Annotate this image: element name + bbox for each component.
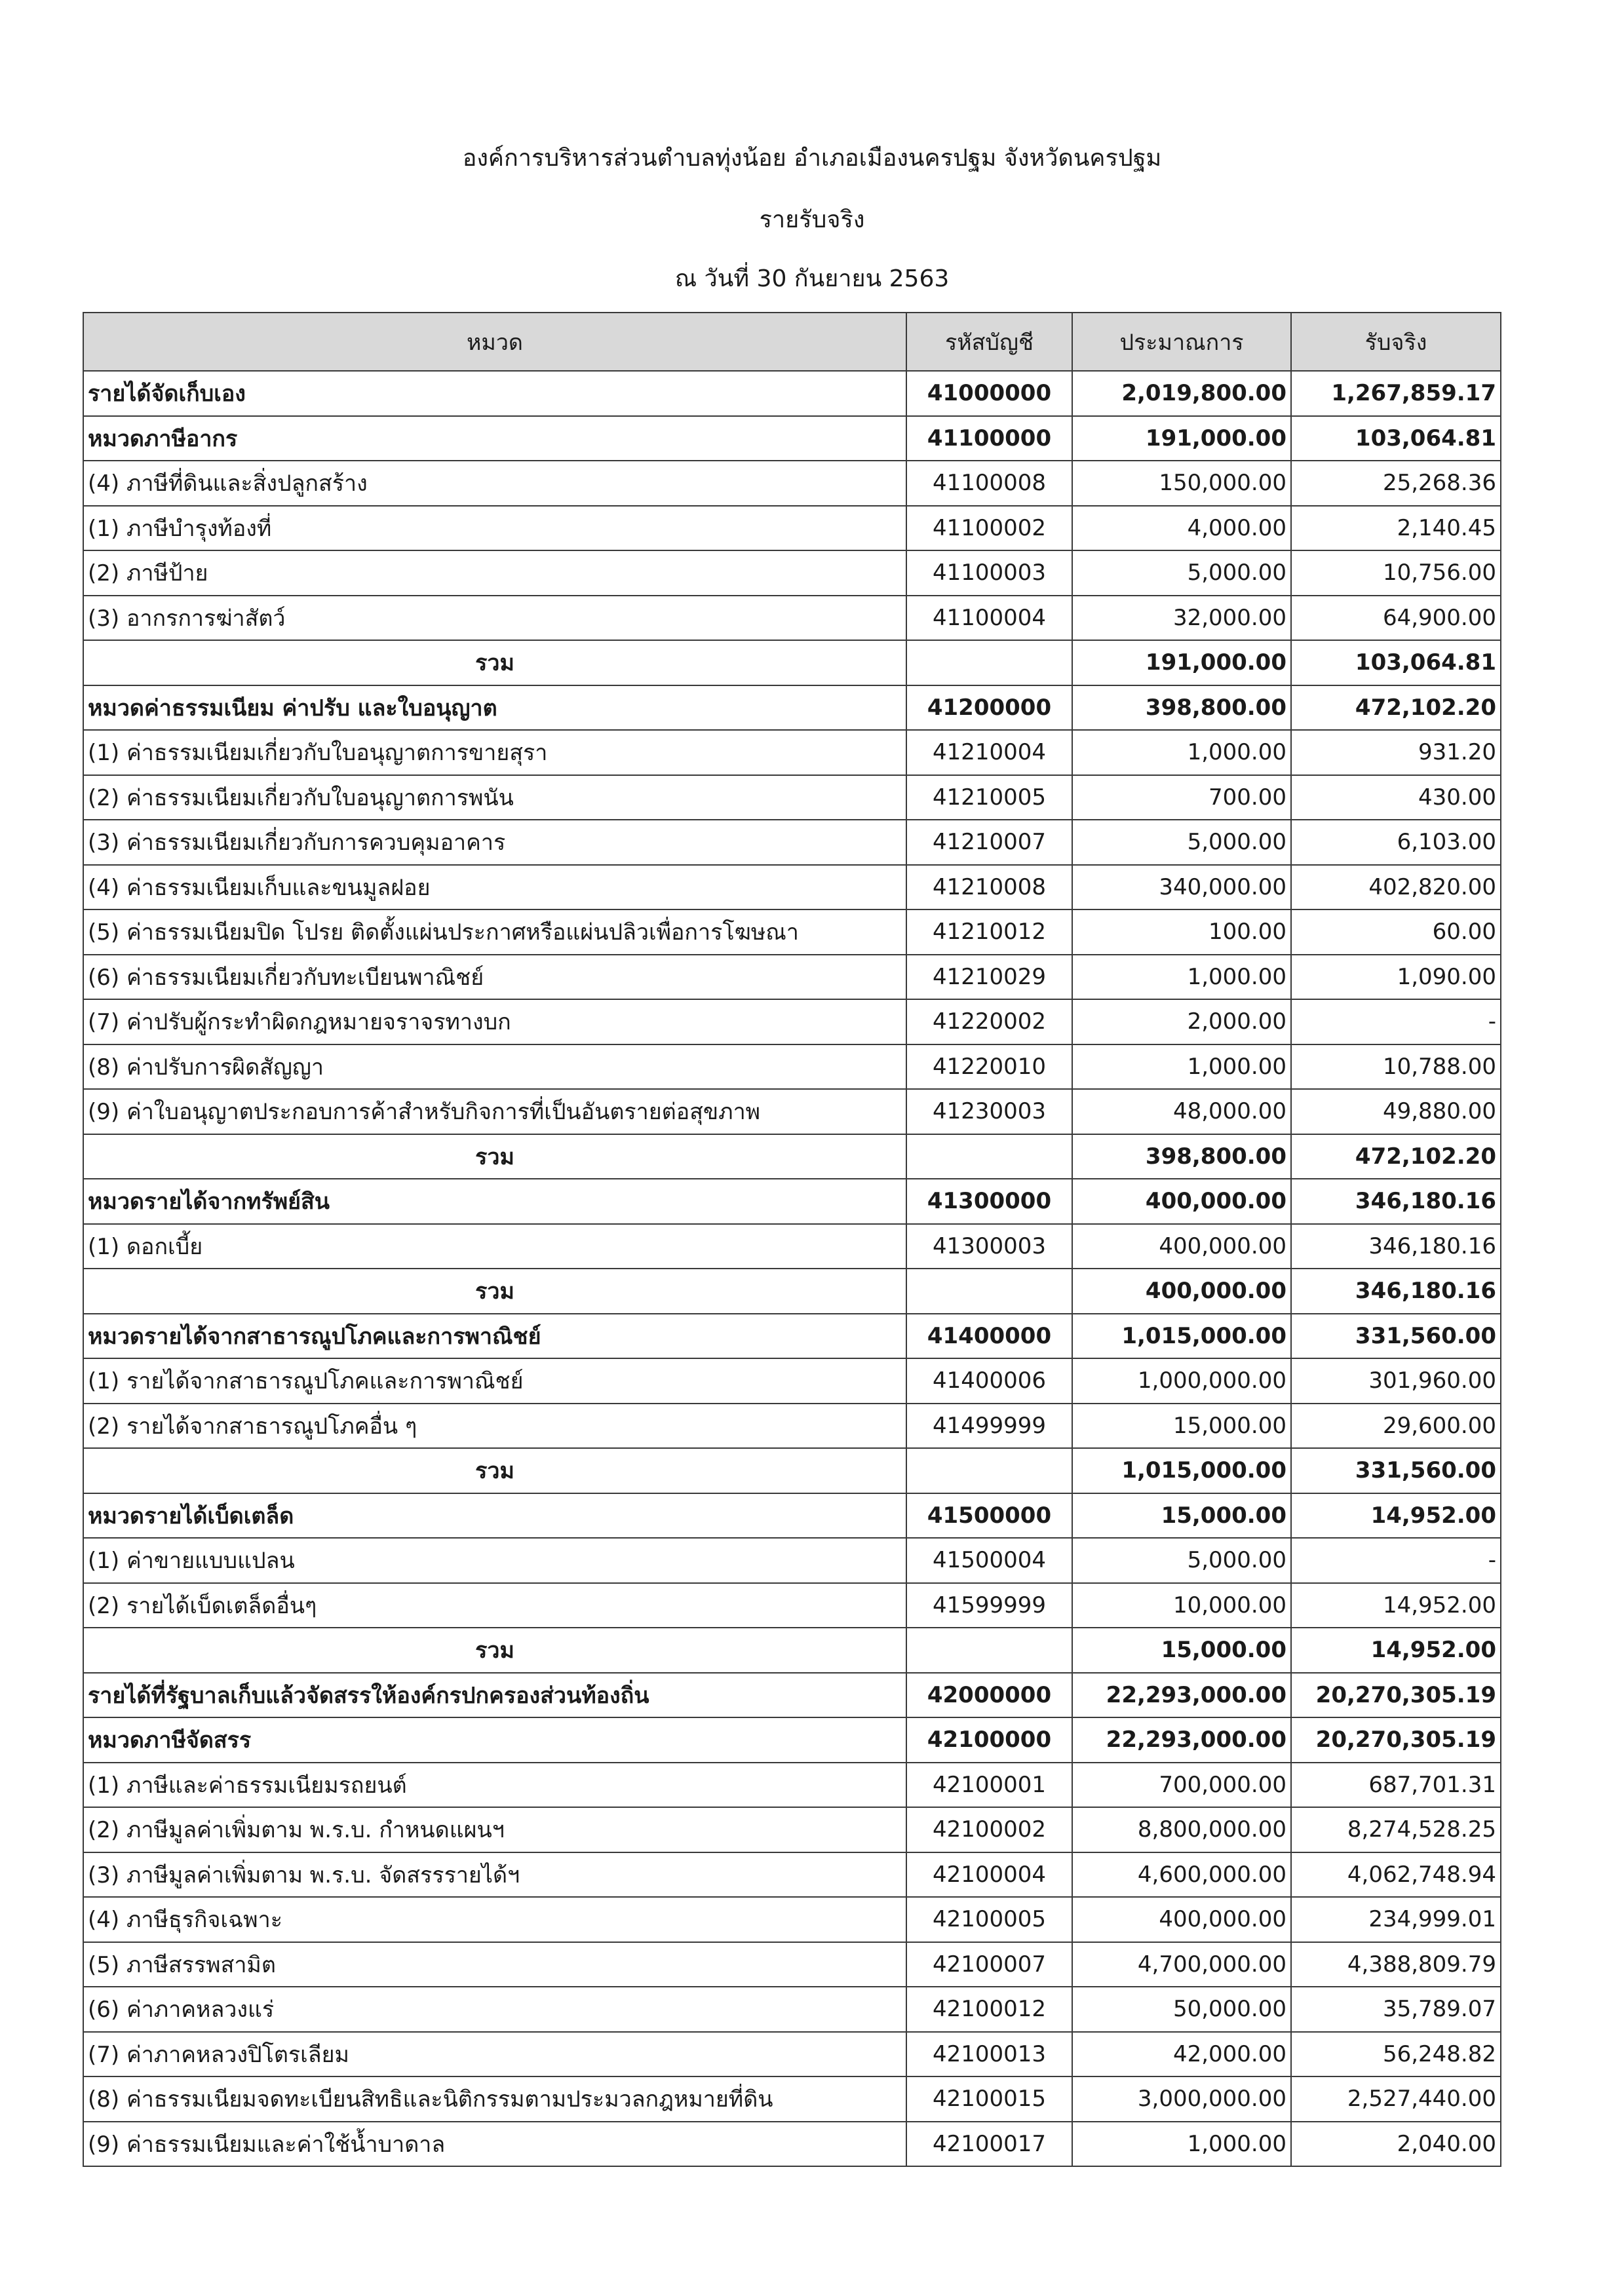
row-category: (8) ค่าปรับการผิดสัญญา bbox=[83, 1044, 906, 1090]
table-row bbox=[83, 1044, 1501, 1090]
row-code: 41100002 bbox=[906, 506, 1072, 551]
row-code: 42100004 bbox=[906, 1852, 1072, 1898]
row-actual: 6,103.00 bbox=[1291, 820, 1501, 865]
row-code: 41210007 bbox=[906, 820, 1072, 865]
row-category: รายได้จัดเก็บเอง bbox=[83, 371, 906, 416]
row-code bbox=[906, 1448, 1072, 1493]
table-row bbox=[83, 1089, 1501, 1134]
table-row bbox=[83, 730, 1501, 775]
row-actual: 64,900.00 bbox=[1291, 596, 1501, 641]
row-category: (2) ภาษีมูลค่าเพิ่มตาม พ.ร.บ. กำหนดแผนฯ bbox=[83, 1807, 906, 1852]
row-code bbox=[906, 1269, 1072, 1314]
row-actual: 430.00 bbox=[1291, 775, 1501, 820]
row-actual: 10,788.00 bbox=[1291, 1044, 1501, 1090]
row-actual: 931.20 bbox=[1291, 730, 1501, 775]
row-code: 42100015 bbox=[906, 2076, 1072, 2122]
row-category: (1) รายได้จากสาธารณูปโภคและการพาณิชย์ bbox=[83, 1358, 906, 1404]
table-row bbox=[83, 1628, 1501, 1673]
row-code: 41400000 bbox=[906, 1314, 1072, 1359]
row-category: (5) ภาษีสรรพสามิต bbox=[83, 1942, 906, 1987]
table-row bbox=[83, 1673, 1501, 1718]
row-actual: 301,960.00 bbox=[1291, 1358, 1501, 1404]
table-row bbox=[83, 596, 1501, 641]
table-row bbox=[83, 1179, 1501, 1224]
row-estimate: 42,000.00 bbox=[1072, 2032, 1291, 2077]
row-category: หมวดภาษีอากร bbox=[83, 416, 906, 461]
row-code: 41500004 bbox=[906, 1538, 1072, 1583]
row-category: (2) รายได้จากสาธารณูปโภคอื่น ๆ bbox=[83, 1404, 906, 1449]
row-actual: 25,268.36 bbox=[1291, 461, 1501, 506]
row-category: (1) ค่าขายแบบแปลน bbox=[83, 1538, 906, 1583]
document-date: ณ วันที่ 30 กันยายน 2563 bbox=[674, 265, 950, 292]
row-estimate: 400,000.00 bbox=[1072, 1897, 1291, 1942]
row-code: 41100004 bbox=[906, 596, 1072, 641]
row-estimate: 15,000.00 bbox=[1072, 1493, 1291, 1539]
table-row bbox=[83, 1987, 1501, 2032]
row-estimate: 191,000.00 bbox=[1072, 416, 1291, 461]
header-actual: รับจริง bbox=[1291, 313, 1501, 371]
row-actual: - bbox=[1291, 1538, 1501, 1583]
row-actual: 346,180.16 bbox=[1291, 1269, 1501, 1314]
table-row bbox=[83, 909, 1501, 955]
row-actual: 14,952.00 bbox=[1291, 1628, 1501, 1673]
row-estimate: 5,000.00 bbox=[1072, 1538, 1291, 1583]
row-actual: - bbox=[1291, 999, 1501, 1044]
row-category: หมวดภาษีจัดสรร bbox=[83, 1717, 906, 1763]
row-code: 42100000 bbox=[906, 1717, 1072, 1763]
row-code bbox=[906, 1134, 1072, 1179]
row-actual: 1,090.00 bbox=[1291, 955, 1501, 1000]
row-code: 41500000 bbox=[906, 1493, 1072, 1539]
row-category: หมวดรายได้เบ็ดเตล็ด bbox=[83, 1493, 906, 1539]
row-estimate: 50,000.00 bbox=[1072, 1987, 1291, 2032]
row-actual: 103,064.81 bbox=[1291, 416, 1501, 461]
row-category: หมวดค่าธรรมเนียม ค่าปรับ และใบอนุญาต bbox=[83, 685, 906, 731]
row-code: 41499999 bbox=[906, 1404, 1072, 1449]
row-category: (4) ภาษีธุรกิจเฉพาะ bbox=[83, 1897, 906, 1942]
row-estimate: 4,000.00 bbox=[1072, 506, 1291, 551]
row-actual: 10,756.00 bbox=[1291, 550, 1501, 596]
row-category: หมวดรายได้จากสาธารณูปโภคและการพาณิชย์ bbox=[83, 1314, 906, 1359]
row-estimate: 15,000.00 bbox=[1072, 1628, 1291, 1673]
row-estimate: 1,000.00 bbox=[1072, 2122, 1291, 2167]
row-code: 41210008 bbox=[906, 865, 1072, 910]
row-actual: 29,600.00 bbox=[1291, 1404, 1501, 1449]
row-estimate: 400,000.00 bbox=[1072, 1269, 1291, 1314]
row-estimate: 32,000.00 bbox=[1072, 596, 1291, 641]
table-row bbox=[83, 955, 1501, 1000]
row-category: (1) ภาษีบำรุงท้องที่ bbox=[83, 506, 906, 551]
row-category: หมวดรายได้จากทรัพย์สิน bbox=[83, 1179, 906, 1224]
row-estimate: 1,000.00 bbox=[1072, 955, 1291, 1000]
row-estimate: 1,000.00 bbox=[1072, 1044, 1291, 1090]
row-category: รวม bbox=[83, 1628, 906, 1673]
table-row bbox=[83, 775, 1501, 820]
row-code: 41400006 bbox=[906, 1358, 1072, 1404]
document-subtitle: รายรับจริง bbox=[759, 206, 865, 233]
row-estimate: 400,000.00 bbox=[1072, 1224, 1291, 1269]
header-code: รหัสบัญชี bbox=[906, 313, 1072, 371]
row-actual: 331,560.00 bbox=[1291, 1314, 1501, 1359]
table-row bbox=[83, 1224, 1501, 1269]
table-row bbox=[83, 506, 1501, 551]
row-actual: 14,952.00 bbox=[1291, 1583, 1501, 1628]
row-category: (7) ค่าภาคหลวงปิโตรเลียม bbox=[83, 2032, 906, 2077]
row-estimate: 2,019,800.00 bbox=[1072, 371, 1291, 416]
row-estimate: 48,000.00 bbox=[1072, 1089, 1291, 1134]
row-estimate: 8,800,000.00 bbox=[1072, 1807, 1291, 1852]
table-row bbox=[83, 1134, 1501, 1179]
table-row bbox=[83, 550, 1501, 596]
table-row bbox=[83, 1763, 1501, 1808]
table-row bbox=[83, 820, 1501, 865]
row-actual: 56,248.82 bbox=[1291, 2032, 1501, 2077]
table-row bbox=[83, 1269, 1501, 1314]
row-actual: 331,560.00 bbox=[1291, 1448, 1501, 1493]
row-estimate: 4,600,000.00 bbox=[1072, 1852, 1291, 1898]
row-actual: 346,180.16 bbox=[1291, 1224, 1501, 1269]
row-estimate: 1,000.00 bbox=[1072, 730, 1291, 775]
row-actual: 8,274,528.25 bbox=[1291, 1807, 1501, 1852]
row-code: 42100013 bbox=[906, 2032, 1072, 2077]
table-row bbox=[83, 1583, 1501, 1628]
row-estimate: 340,000.00 bbox=[1072, 865, 1291, 910]
row-actual: 20,270,305.19 bbox=[1291, 1717, 1501, 1763]
table-row bbox=[83, 2076, 1501, 2122]
row-estimate: 5,000.00 bbox=[1072, 820, 1291, 865]
row-estimate: 700.00 bbox=[1072, 775, 1291, 820]
row-actual: 2,140.45 bbox=[1291, 506, 1501, 551]
table-row bbox=[83, 1538, 1501, 1583]
row-code: 41210012 bbox=[906, 909, 1072, 955]
row-code: 41200000 bbox=[906, 685, 1072, 731]
row-code: 41300003 bbox=[906, 1224, 1072, 1269]
table-row bbox=[83, 1852, 1501, 1898]
row-category: (3) ค่าธรรมเนียมเกี่ยวกับการควบคุมอาคาร bbox=[83, 820, 906, 865]
row-code: 41210004 bbox=[906, 730, 1072, 775]
row-actual: 20,270,305.19 bbox=[1291, 1673, 1501, 1718]
row-actual: 687,701.31 bbox=[1291, 1763, 1501, 1808]
table-row bbox=[83, 640, 1501, 685]
row-code: 42100012 bbox=[906, 1987, 1072, 2032]
row-actual: 60.00 bbox=[1291, 909, 1501, 955]
row-code bbox=[906, 1628, 1072, 1673]
row-code: 41230003 bbox=[906, 1089, 1072, 1134]
table-row bbox=[83, 1807, 1501, 1852]
row-category: (7) ค่าปรับผู้กระทำผิดกฎหมายจราจรทางบก bbox=[83, 999, 906, 1044]
row-code: 41100003 bbox=[906, 550, 1072, 596]
table-row bbox=[83, 416, 1501, 461]
row-actual: 4,388,809.79 bbox=[1291, 1942, 1501, 1987]
row-actual: 14,952.00 bbox=[1291, 1493, 1501, 1539]
row-estimate: 191,000.00 bbox=[1072, 640, 1291, 685]
row-category: รวม bbox=[83, 1448, 906, 1493]
row-estimate: 100.00 bbox=[1072, 909, 1291, 955]
row-category: (2) รายได้เบ็ดเตล็ดอื่นๆ bbox=[83, 1583, 906, 1628]
row-estimate: 22,293,000.00 bbox=[1072, 1673, 1291, 1718]
row-category: รายได้ที่รัฐบาลเก็บแล้วจัดสรรให้องค์กรปกครองส่วนท้องถิ่น bbox=[83, 1673, 906, 1718]
row-estimate: 3,000,000.00 bbox=[1072, 2076, 1291, 2122]
header-estimate: ประมาณการ bbox=[1072, 313, 1291, 371]
table-row bbox=[83, 999, 1501, 1044]
row-actual: 234,999.01 bbox=[1291, 1897, 1501, 1942]
row-estimate: 15,000.00 bbox=[1072, 1404, 1291, 1449]
row-category: (9) ค่าธรรมเนียมและค่าใช้น้ำบาดาล bbox=[83, 2122, 906, 2167]
row-category: (6) ค่าภาคหลวงแร่ bbox=[83, 1987, 906, 2032]
row-estimate: 1,015,000.00 bbox=[1072, 1314, 1291, 1359]
revenue-table bbox=[83, 312, 1501, 2167]
row-category: (3) ภาษีมูลค่าเพิ่มตาม พ.ร.บ. จัดสรรรายได้ฯ bbox=[83, 1852, 906, 1898]
row-code: 41599999 bbox=[906, 1583, 1072, 1628]
row-category: (1) ภาษีและค่าธรรมเนียมรถยนต์ bbox=[83, 1763, 906, 1808]
row-code bbox=[906, 640, 1072, 685]
row-category: (3) อากรการฆ่าสัตว์ bbox=[83, 596, 906, 641]
row-code: 41220002 bbox=[906, 999, 1072, 1044]
row-actual: 35,789.07 bbox=[1291, 1987, 1501, 2032]
row-estimate: 1,015,000.00 bbox=[1072, 1448, 1291, 1493]
row-category: (4) ค่าธรรมเนียมเก็บและขนมูลฝอย bbox=[83, 865, 906, 910]
row-category: (2) ภาษีป้าย bbox=[83, 550, 906, 596]
row-actual: 472,102.20 bbox=[1291, 1134, 1501, 1179]
row-estimate: 10,000.00 bbox=[1072, 1583, 1291, 1628]
row-estimate: 4,700,000.00 bbox=[1072, 1942, 1291, 1987]
document-title: องค์การบริหารส่วนตำบลทุ่งน้อย อำเภอเมืองนครปฐม จังหวัดนครปฐม bbox=[462, 145, 1162, 172]
row-category: (6) ค่าธรรมเนียมเกี่ยวกับทะเบียนพาณิชย์ bbox=[83, 955, 906, 1000]
table-row bbox=[83, 1717, 1501, 1763]
row-category: (1) ดอกเบี้ย bbox=[83, 1224, 906, 1269]
row-actual: 2,527,440.00 bbox=[1291, 2076, 1501, 2122]
row-code: 41100000 bbox=[906, 416, 1072, 461]
row-category: (5) ค่าธรรมเนียมปิด โปรย ติดตั้งแผ่นประกาศหรือแผ่นปลิวเพื่อการโฆษณา bbox=[83, 909, 906, 955]
row-actual: 4,062,748.94 bbox=[1291, 1852, 1501, 1898]
row-actual: 402,820.00 bbox=[1291, 865, 1501, 910]
row-actual: 472,102.20 bbox=[1291, 685, 1501, 731]
row-estimate: 22,293,000.00 bbox=[1072, 1717, 1291, 1763]
row-estimate: 400,000.00 bbox=[1072, 1179, 1291, 1224]
row-estimate: 398,800.00 bbox=[1072, 1134, 1291, 1179]
row-code: 42100007 bbox=[906, 1942, 1072, 1987]
row-code: 41220010 bbox=[906, 1044, 1072, 1090]
row-category: รวม bbox=[83, 640, 906, 685]
table-row bbox=[83, 865, 1501, 910]
row-code: 41000000 bbox=[906, 371, 1072, 416]
row-category: (4) ภาษีที่ดินและสิ่งปลูกสร้าง bbox=[83, 461, 906, 506]
row-estimate: 2,000.00 bbox=[1072, 999, 1291, 1044]
table-row bbox=[83, 1897, 1501, 1942]
row-category: (9) ค่าใบอนุญาตประกอบการค้าสำหรับกิจการที่เป็นอันตรายต่อสุขภาพ bbox=[83, 1089, 906, 1134]
row-code: 42100005 bbox=[906, 1897, 1072, 1942]
table-row bbox=[83, 2032, 1501, 2077]
table-row bbox=[83, 1448, 1501, 1493]
row-estimate: 5,000.00 bbox=[1072, 550, 1291, 596]
table-row bbox=[83, 371, 1501, 416]
row-code: 41210029 bbox=[906, 955, 1072, 1000]
row-estimate: 398,800.00 bbox=[1072, 685, 1291, 731]
row-code: 42100001 bbox=[906, 1763, 1072, 1808]
row-actual: 346,180.16 bbox=[1291, 1179, 1501, 1224]
table-row bbox=[83, 2122, 1501, 2167]
table-body bbox=[83, 371, 1501, 2166]
row-category: (1) ค่าธรรมเนียมเกี่ยวกับใบอนุญาตการขายสุรา bbox=[83, 730, 906, 775]
table-row bbox=[83, 1942, 1501, 1987]
table-row bbox=[83, 685, 1501, 731]
table-row bbox=[83, 1493, 1501, 1539]
table-row bbox=[83, 461, 1501, 506]
row-category: (2) ค่าธรรมเนียมเกี่ยวกับใบอนุญาตการพนัน bbox=[83, 775, 906, 820]
table-header-row bbox=[83, 313, 1501, 371]
row-estimate: 700,000.00 bbox=[1072, 1763, 1291, 1808]
row-category: (8) ค่าธรรมเนียมจดทะเบียนสิทธิและนิติกรรมตามประมวลกฎหมายที่ดิน bbox=[83, 2076, 906, 2122]
table-row bbox=[83, 1358, 1501, 1404]
row-code: 42100002 bbox=[906, 1807, 1072, 1852]
row-estimate: 1,000,000.00 bbox=[1072, 1358, 1291, 1404]
row-code: 41300000 bbox=[906, 1179, 1072, 1224]
row-actual: 2,040.00 bbox=[1291, 2122, 1501, 2167]
row-code: 42000000 bbox=[906, 1673, 1072, 1718]
row-code: 41100008 bbox=[906, 461, 1072, 506]
header-category: หมวด bbox=[83, 313, 906, 371]
row-estimate: 150,000.00 bbox=[1072, 461, 1291, 506]
row-category: รวม bbox=[83, 1269, 906, 1314]
row-code: 41210005 bbox=[906, 775, 1072, 820]
row-code: 42100017 bbox=[906, 2122, 1072, 2167]
table-row bbox=[83, 1314, 1501, 1359]
row-actual: 49,880.00 bbox=[1291, 1089, 1501, 1134]
row-actual: 1,267,859.17 bbox=[1291, 371, 1501, 416]
row-actual: 103,064.81 bbox=[1291, 640, 1501, 685]
row-category: รวม bbox=[83, 1134, 906, 1179]
table-row bbox=[83, 1404, 1501, 1449]
